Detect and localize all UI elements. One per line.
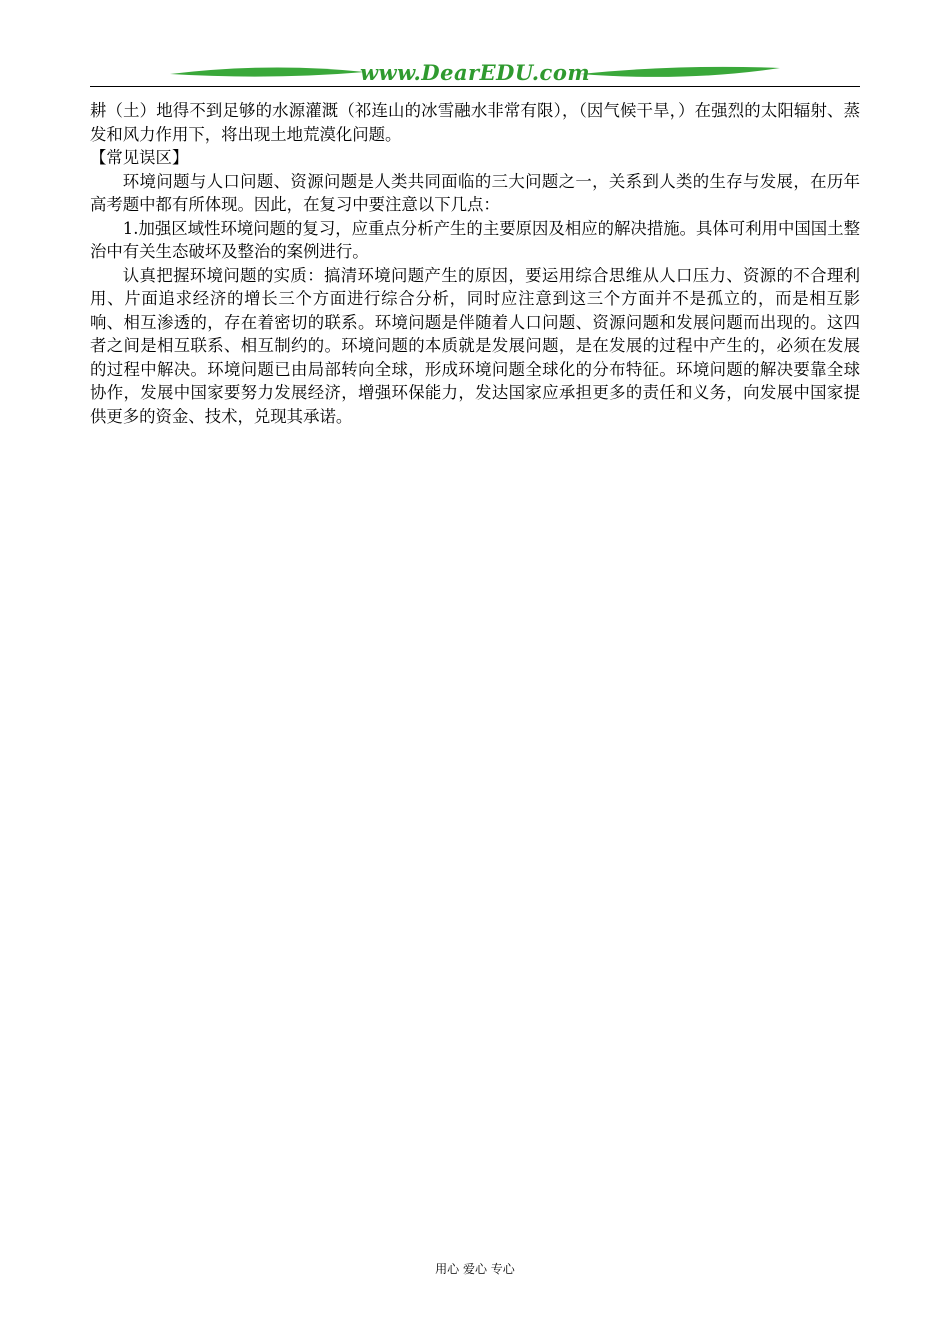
paragraph-essence: 认真把握环境问题的实质：搞清环境问题产生的原因，要运用综合思维从人口压力、资源的不合理利用、片面追求经济的增长三个方面进行综合分析，同时应注意到这三个方面并不是孤立的，而是相互影响、相互渗透的，存在着密切的联系。环境问题是伴随着人口问题、资源问题和发展问题而出现的。这四者之间是相互联系、相互制约的。环境问题的本质就是发展问题，是在发展的过程中产生的，必须在发展的过程中解决。环境问题已由局部转向全球，形成环境问题全球化的分布特征。环境问题的解决要靠全球协作，发展中国家要努力发展经济，增强环保能力，发达国家应承担更多的责任和义务，向发展中国家提供更多的资金、技术，兑现其承诺。 bbox=[90, 265, 860, 426]
header-divider bbox=[90, 86, 860, 87]
section-title: 【常见误区】 bbox=[90, 148, 189, 167]
paragraph-continued: 耕（土）地得不到足够的水源灌溉（祁连山的冰雪融水非常有限），（因气候干旱，）在强烈的太阳辐射、蒸发和风力作用下，将出现土地荒漠化问题。 bbox=[90, 101, 860, 144]
paragraph-intro: 环境问题与人口问题、资源问题是人类共同面临的三大问题之一，关系到人类的生存与发展，在历年高考题中都有所体现。因此，在复习中要注意以下几点： bbox=[90, 171, 860, 214]
page-footer: 用心 爱心 专心 bbox=[435, 1262, 515, 1276]
document-body bbox=[90, 99, 860, 428]
site-logo-text: www.DearEDU.com bbox=[359, 60, 591, 85]
paragraph-point-1: 1.加强区域性环境问题的复习，应重点分析产生的主要原因及相应的解决措施。具体可利用中国国土整治中有关生态破坏及整治的案例进行。 bbox=[90, 218, 860, 261]
